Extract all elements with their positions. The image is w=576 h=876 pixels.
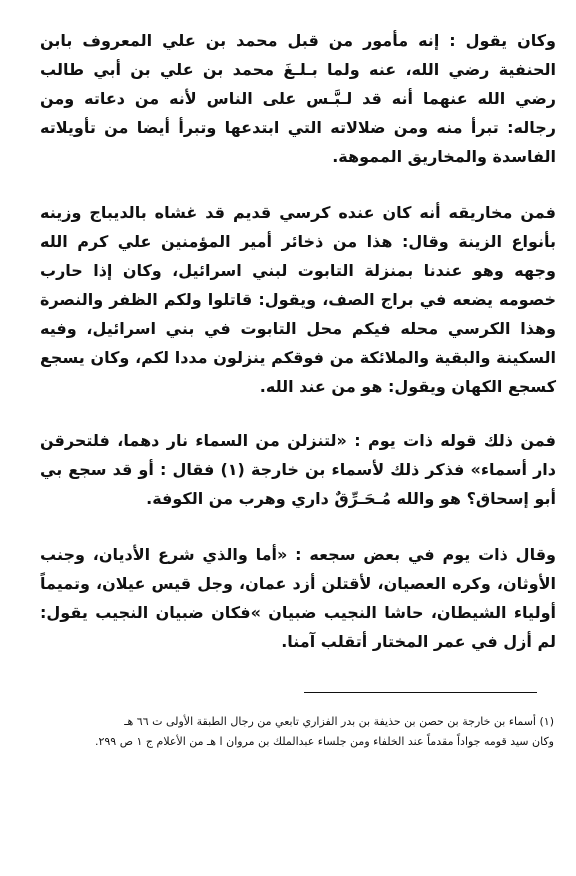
footnote-line-2: وكان سيد قومه جواداً مقدماً عند الخلفاء ومن جلساء عبدالملك بن مروان ا هـ من الأعلام ج ١ ص ٢٩٩. <box>94 735 554 748</box>
footnotes <box>40 712 554 752</box>
footnote-divider <box>304 692 537 693</box>
footnote-line-1: (١) أسماء بن خارجة بن حصن بن حذيفة بن بدر الفزاري تابعي من رجال الطبقة الأولى ت ٦٦ هـ <box>124 715 554 728</box>
paragraph-asma-story: فمن ذلك قوله ذات يوم : «لتنزلن من السماء نار دهما، فلتحرقن دار أسماء» فذكر ذلك لأسماء بن خارجة (١) فقال : أو قد سجع بي أبو إسحاق؟ هو والله مُـحَـرِّقٌ داري وهرب من الكوفة. <box>40 431 556 508</box>
paragraph-rhymed-saying: وقال ذات يوم في بعض سجعه : «أما والذي شرع الأديان، وجنب الأوثان، وكره العصيان، لأقتلن أزد عمان، وجل قيس عيلان، وتميماً أولياء الشيطان، حاشا النجيب ضبيان »فكان ضبيان النجيب يقول: لم أزل في عمر المختار أتقلب آمنا. <box>40 545 556 651</box>
main-text <box>40 26 556 656</box>
paragraph-mukhtar-claim: وكان يقول : إنه مأمور من قبل محمد بن علي المعروف بابن الحنفية رضي الله، عنه ولما بـلـغَ محمد بن علي بن أبي طالب رضي الله عنهما أنه قد لـبَّـس على الناس لأنه من دعاته ومن رجاله: تبرأ منه ومن ضلالاته التي ابتدعها وتبرأ أيضا من تأويلاته الفاسدة والمخاريق المموهة. <box>40 31 556 166</box>
paragraph-chair-trick: فمن مخاريقه أنه كان عنده كرسي قديم قد غشاه بالديباج وزينه بأنواع الزينة وقال: هذا من ذخائر أمير المؤمنين علي كرم الله وجهه وهو عندنا بمنزلة التابوت لبني اسرائيل، وكان إذا حارب خصومه يضعه في براج الصف، ويقول: قاتلوا ولكم الظفر والنصرة وهذا الكرسي محله فيكم محل التابوت في بني اسرائيل، وفيه السكينة والبقية والملائكة من فوقكم ينزلون مددا لكم، وكان يسجع كسجع الكهان ويقول: هو من عند الله. <box>40 203 556 396</box>
